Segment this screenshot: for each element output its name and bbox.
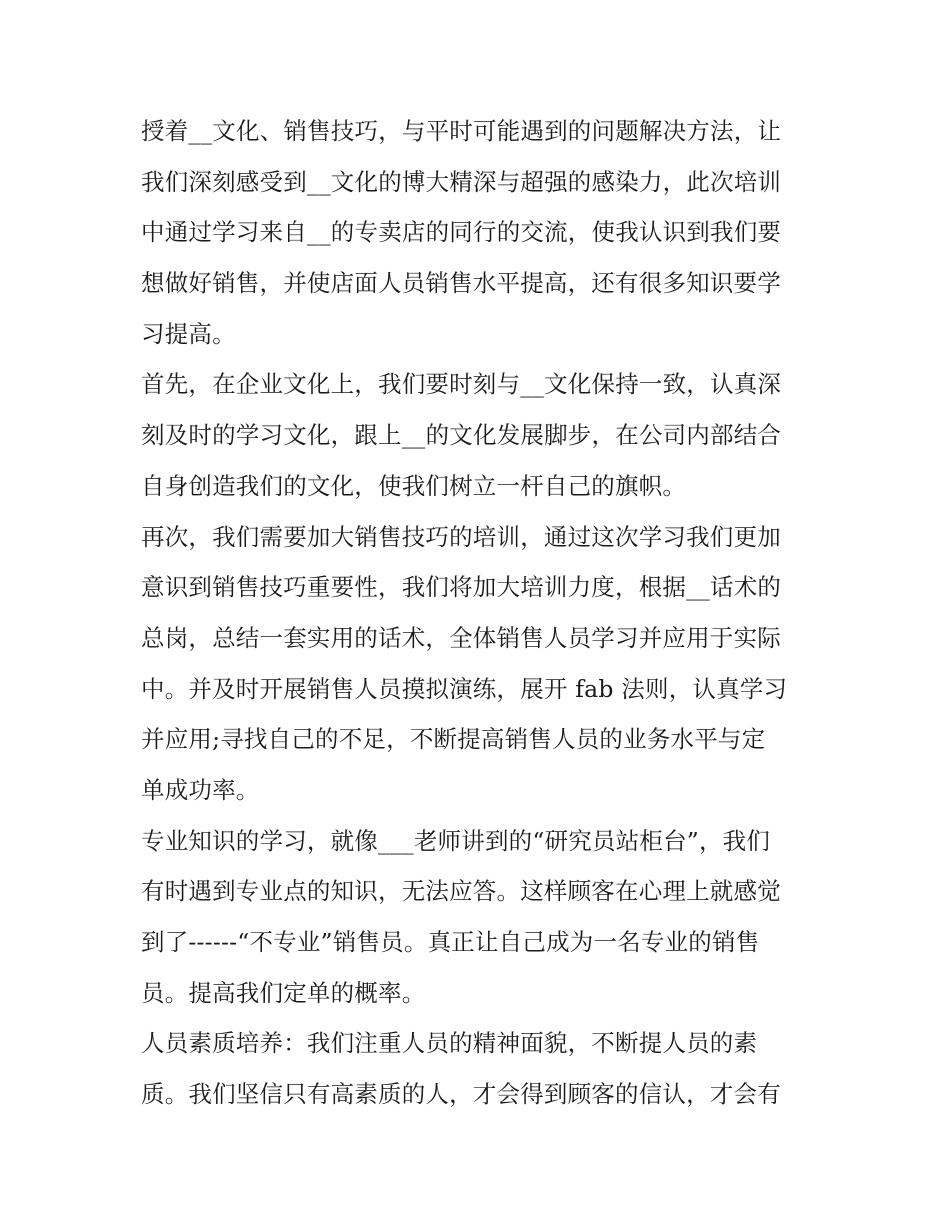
text-line: 总岗，总结一套实用的话术，全体销售人员学习并应用于实际 <box>141 623 781 652</box>
text-line: 中。并及时开展销售人员摸拟演练，展开 fab 法则，认真学习 <box>141 674 788 703</box>
text-line: 单成功率。 <box>141 775 260 804</box>
text-line: 刻及时的学习文化，跟上__的文化发展脚步，在公司内部结合 <box>141 421 782 450</box>
text-line: 授着__文化、销售技巧，与平时可能遇到的问题解决方法，让 <box>141 117 782 145</box>
text-line: 员。提高我们定单的概率。 <box>141 978 426 1007</box>
paragraph-staff-quality <box>141 1018 821 1119</box>
paragraph-sales-skills <box>141 512 821 816</box>
text-line: 想做好销售，并使店面人员销售水平提高，还有很多知识要学 <box>141 269 781 298</box>
paragraph-corporate-culture <box>141 359 821 511</box>
text-line: 中通过学习来自__的专卖店的同行的交流，使我认识到我们要 <box>141 218 782 247</box>
text-line: 首先，在企业文化上，我们要时刻与__文化保持一致，认真深 <box>141 370 782 399</box>
text-line: 有时遇到专业点的知识，无法应答。这样顾客在心理上就感觉 <box>141 877 781 906</box>
text-line: 专业知识的学习，就像___老师讲到的“研究员站柜台”，我们 <box>141 826 771 855</box>
paragraph-training-intro <box>141 106 821 359</box>
document-body <box>141 106 821 1120</box>
text-line: 质。我们坚信只有高素质的人，才会得到顾客的信认，才会有 <box>141 1080 781 1109</box>
text-line: 再次，我们需要加大销售技巧的培训，通过这次学习我们更加 <box>141 522 781 551</box>
text-line: 习提高。 <box>141 319 236 348</box>
text-line: 人员素质培养：我们注重人员的精神面貌，不断提人员的素 <box>141 1029 758 1058</box>
text-line: 到了------“不专业”销售员。真正让自己成为一名专业的销售 <box>141 928 760 956</box>
text-line: 并应用;寻找自己的不足，不断提高销售人员的业务水平与定 <box>141 725 766 754</box>
text-line: 我们深刻感受到__文化的博大精深与超强的感染力，此次培训 <box>141 167 782 196</box>
paragraph-professional-knowledge <box>141 816 821 1019</box>
text-line: 自身创造我们的文化，使我们树立一杆自己的旗帜。 <box>141 471 687 500</box>
text-line: 意识到销售技巧重要性，我们将加大培训力度，根据__话术的 <box>141 573 782 602</box>
